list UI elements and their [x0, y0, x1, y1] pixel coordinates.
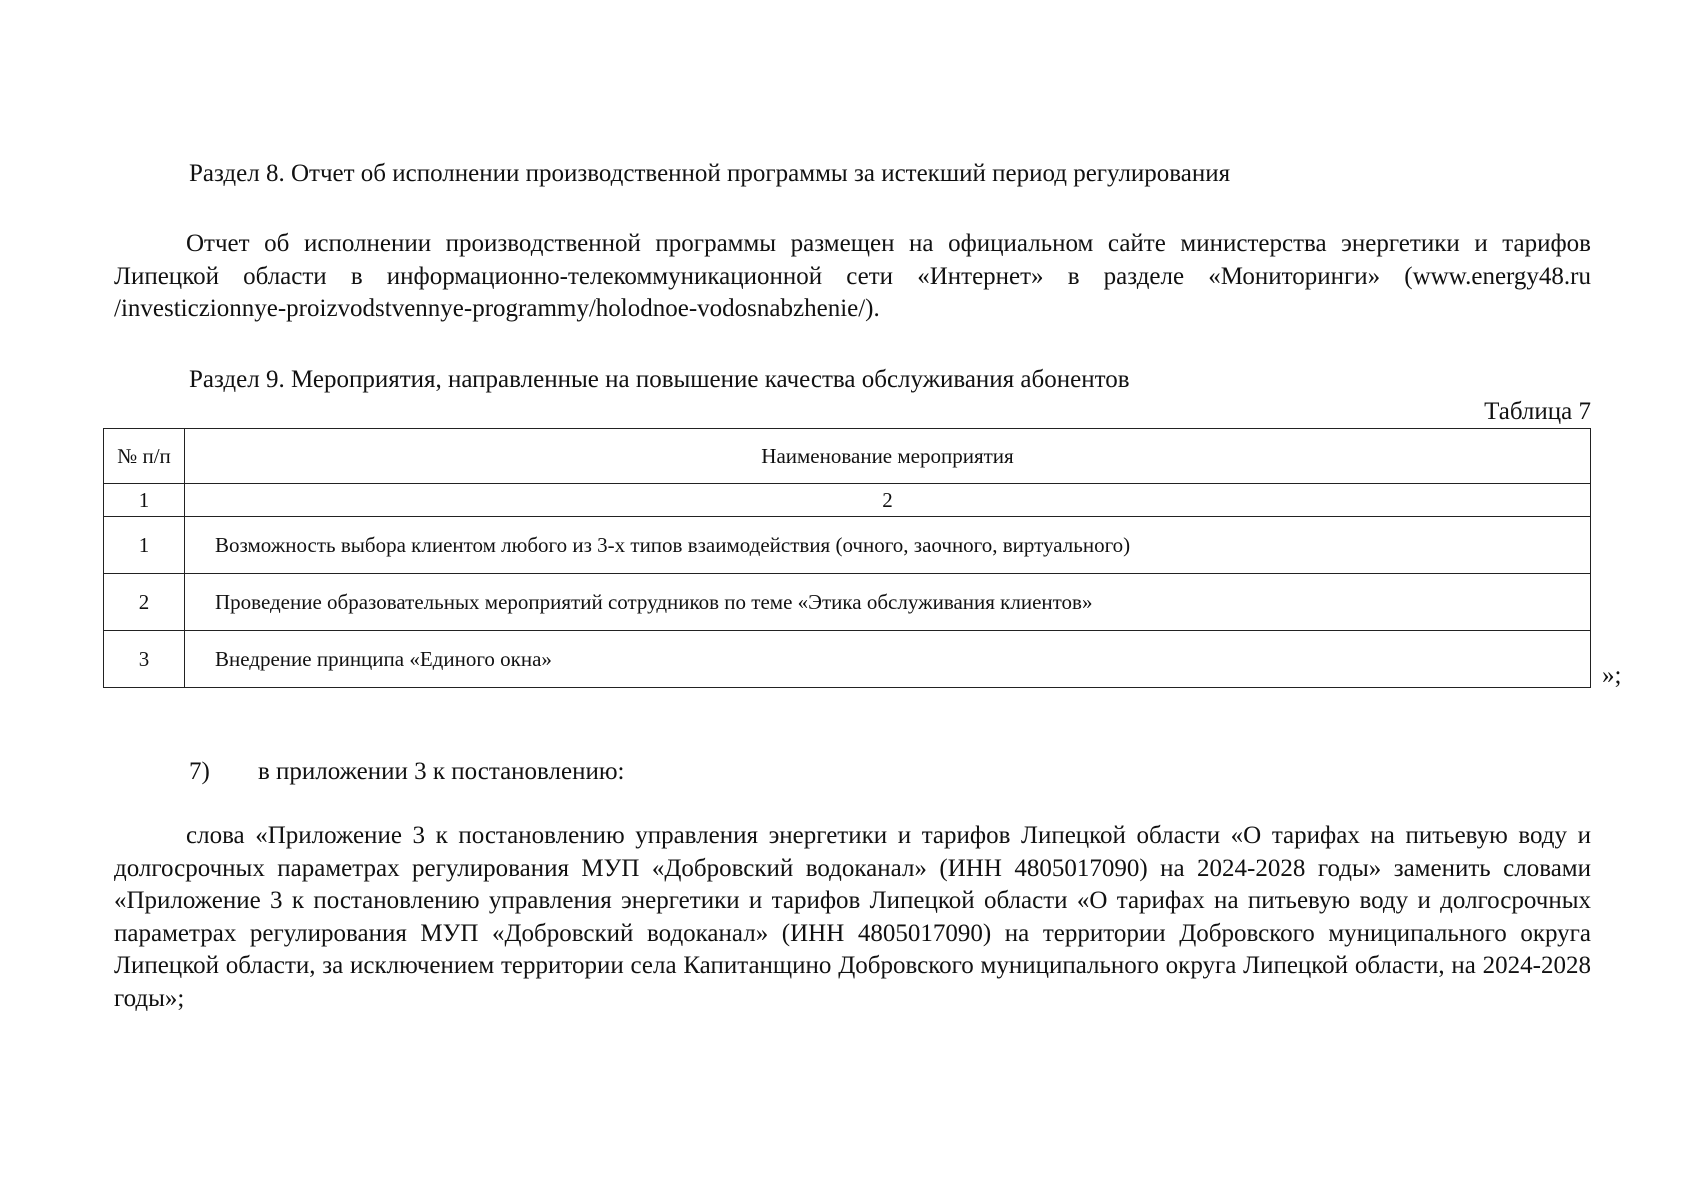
column-number-1: 1	[104, 484, 185, 517]
section-8-paragraph-text: Отчет об исполнении производственной программы размещен на официальном сайте министерства энергетики и тарифов Липецкой области в информационно-телекоммуникационной сети «Интернет» в разделе «Мониторинги» (www.energy48.ru /investiczionnye-proizvodstvennye-programmy/holodnoe-vodosnabzhenie/).	[114, 230, 1591, 322]
row-measure-name: Внедрение принципа «Единого окна»	[185, 631, 1591, 688]
row-number: 2	[104, 574, 185, 631]
table-column-numbers-row	[104, 484, 1591, 517]
table-caption: Таблица 7	[1484, 398, 1591, 425]
header-number: № п/п	[104, 429, 185, 484]
item-7-paragraph-text: слова «Приложение 3 к постановлению управления энергетики и тарифов Липецкой области «О тарифах на питьевую воду и долгосрочных параметрах регулирования МУП «Добровский водоканал» (ИНН 4805017090) на 2024-2028 годы» заменить словами «Приложение 3 к постановлению управления энергетики и тарифов Липецкой области «О тарифах на питьевую воду и долгосрочных параметрах регулирования МУП «Добровский водоканал» (ИНН 4805017090) на территории Добровского муниципального округа Липецкой области, за исключением территории села Капитанщино Добровского муниципального округа Липецкой области, на 2024-2028 годы»;	[114, 822, 1591, 1012]
table-row	[104, 517, 1591, 574]
item-7-text: в приложении 3 к постановлению:	[258, 758, 625, 785]
measures-table	[103, 428, 1591, 688]
row-number: 3	[104, 631, 185, 688]
header-measure-name: Наименование мероприятия	[185, 429, 1591, 484]
column-number-2: 2	[185, 484, 1591, 517]
table-row	[104, 574, 1591, 631]
section-9-heading: Раздел 9. Мероприятия, направленные на повышение качества обслуживания абонентов	[189, 366, 1130, 393]
item-7-number: 7)	[189, 758, 210, 785]
table-header-row	[104, 429, 1591, 484]
table-row	[104, 631, 1591, 688]
section-8-paragraph	[114, 228, 1591, 326]
closing-quote-mark: »;	[1602, 662, 1622, 689]
row-number: 1	[104, 517, 185, 574]
row-measure-name: Проведение образовательных мероприятий сотрудников по теме «Этика обслуживания клиентов»	[185, 574, 1591, 631]
section-8-heading: Раздел 8. Отчет об исполнении производственной программы за истекший период регулирования	[189, 160, 1231, 187]
row-measure-name: Возможность выбора клиентом любого из 3-х типов взаимодействия (очного, заочного, виртуального)	[185, 517, 1591, 574]
item-7-paragraph	[114, 820, 1591, 1015]
